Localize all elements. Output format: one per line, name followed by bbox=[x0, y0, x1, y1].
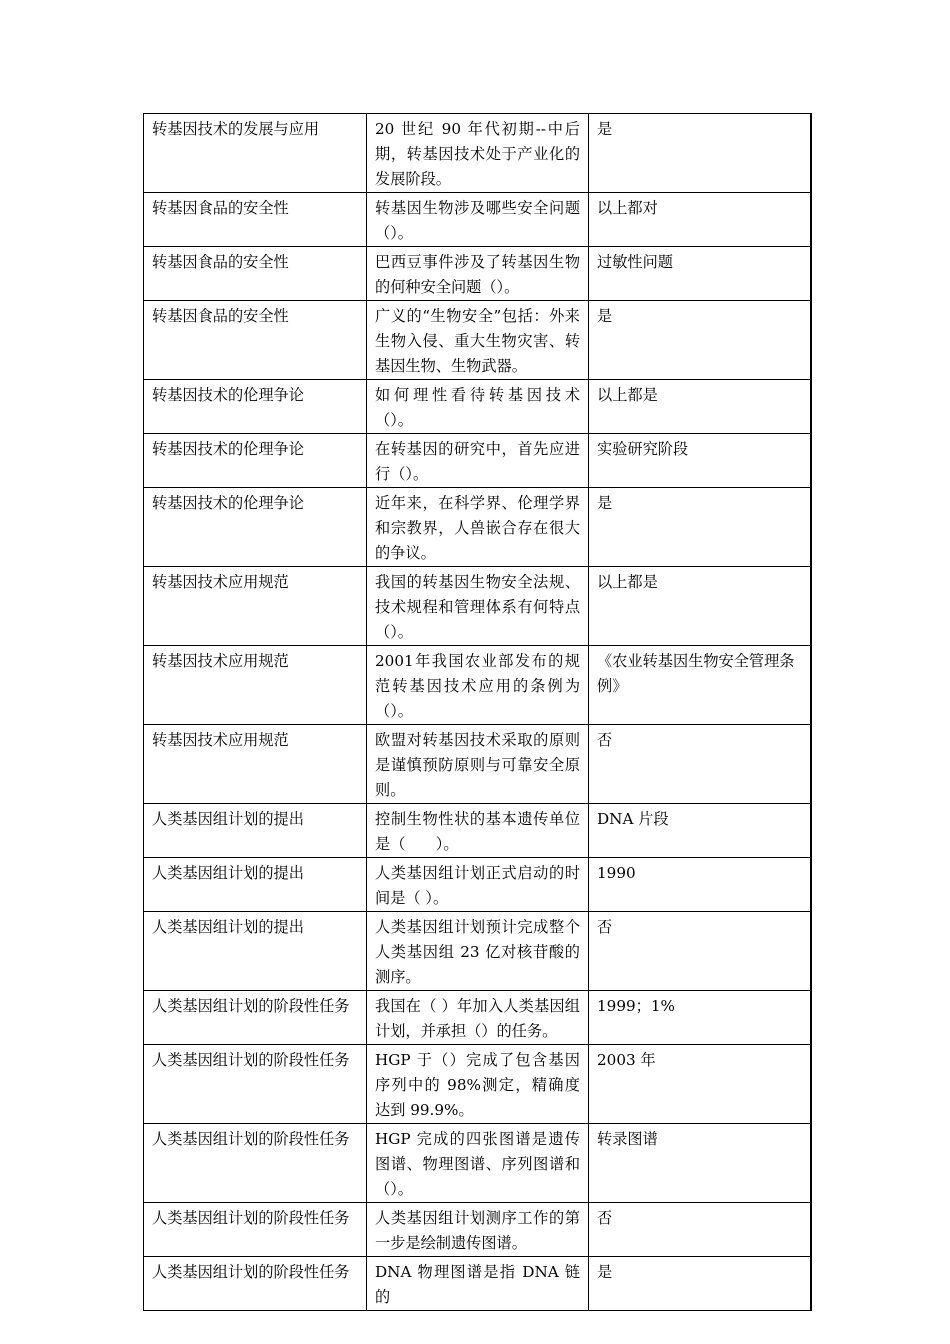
topic-cell: 转基因技术应用规范 bbox=[144, 646, 367, 725]
question-cell: 控制生物性状的基本遗传单位是（ ）。 bbox=[367, 804, 589, 858]
table-row bbox=[144, 725, 812, 804]
answer-cell: 以上都对 bbox=[589, 193, 812, 247]
table-row bbox=[144, 247, 812, 301]
qa-table-body bbox=[144, 114, 812, 1311]
topic-cell: 人类基因组计划的提出 bbox=[144, 858, 367, 912]
question-cell: 20 世纪 90 年代初期--中后期，转基因技术处于产业化的发展阶段。 bbox=[367, 114, 589, 193]
table-row bbox=[144, 991, 812, 1045]
answer-cell: DNA 片段 bbox=[589, 804, 812, 858]
topic-cell: 人类基因组计划的阶段性任务 bbox=[144, 1124, 367, 1203]
topic-cell: 转基因技术的伦理争论 bbox=[144, 488, 367, 567]
question-cell: 我国在（ ）年加入人类基因组计划，并承担（）的任务。 bbox=[367, 991, 589, 1045]
question-cell: 在转基因的研究中，首先应进行（）。 bbox=[367, 434, 589, 488]
qa-table bbox=[143, 113, 812, 1311]
topic-cell: 转基因食品的安全性 bbox=[144, 247, 367, 301]
question-cell: DNA 物理图谱是指 DNA 链的 bbox=[367, 1257, 589, 1311]
topic-cell: 人类基因组计划的阶段性任务 bbox=[144, 1203, 367, 1257]
question-cell: 2001年我国农业部发布的规范转基因技术应用的条例为（）。 bbox=[367, 646, 589, 725]
question-cell: HGP 完成的四张图谱是遗传图谱、物理图谱、序列图谱和（）。 bbox=[367, 1124, 589, 1203]
answer-cell: 1999；1% bbox=[589, 991, 812, 1045]
answer-cell: 以上都是 bbox=[589, 567, 812, 646]
table-row bbox=[144, 380, 812, 434]
table-row bbox=[144, 858, 812, 912]
table-row bbox=[144, 1045, 812, 1124]
answer-cell: 1990 bbox=[589, 858, 812, 912]
question-cell: HGP 于（）完成了包含基因序列中的 98%测定，精确度达到 99.9%。 bbox=[367, 1045, 589, 1124]
table-row bbox=[144, 567, 812, 646]
table-row bbox=[144, 912, 812, 991]
topic-cell: 转基因技术应用规范 bbox=[144, 725, 367, 804]
answer-cell: 过敏性问题 bbox=[589, 247, 812, 301]
answer-cell: 2003 年 bbox=[589, 1045, 812, 1124]
question-cell: 欧盟对转基因技术采取的原则是谨慎预防原则与可靠安全原则。 bbox=[367, 725, 589, 804]
table-row bbox=[144, 434, 812, 488]
topic-cell: 转基因食品的安全性 bbox=[144, 301, 367, 380]
table-row bbox=[144, 804, 812, 858]
question-cell: 转基因生物涉及哪些安全问题（）。 bbox=[367, 193, 589, 247]
table-row bbox=[144, 1124, 812, 1203]
answer-cell: 实验研究阶段 bbox=[589, 434, 812, 488]
table-row bbox=[144, 1257, 812, 1311]
answer-cell: 是 bbox=[589, 1257, 812, 1311]
question-cell: 巴西豆事件涉及了转基因生物的何种安全问题（）。 bbox=[367, 247, 589, 301]
answer-cell: 是 bbox=[589, 301, 812, 380]
question-cell: 如何理性看待转基因技术（）。 bbox=[367, 380, 589, 434]
topic-cell: 转基因食品的安全性 bbox=[144, 193, 367, 247]
answer-cell: 否 bbox=[589, 1203, 812, 1257]
topic-cell: 转基因技术应用规范 bbox=[144, 567, 367, 646]
answer-cell: 《农业转基因生物安全管理条例》 bbox=[589, 646, 812, 725]
topic-cell: 转基因技术的发展与应用 bbox=[144, 114, 367, 193]
topic-cell: 人类基因组计划的提出 bbox=[144, 804, 367, 858]
topic-cell: 人类基因组计划的阶段性任务 bbox=[144, 991, 367, 1045]
topic-cell: 人类基因组计划的提出 bbox=[144, 912, 367, 991]
table-row bbox=[144, 301, 812, 380]
topic-cell: 人类基因组计划的阶段性任务 bbox=[144, 1257, 367, 1311]
table-row bbox=[144, 1203, 812, 1257]
question-cell: 近年来，在科学界、伦理学界和宗教界，人兽嵌合存在很大的争议。 bbox=[367, 488, 589, 567]
answer-cell: 转录图谱 bbox=[589, 1124, 812, 1203]
answer-cell: 否 bbox=[589, 725, 812, 804]
topic-cell: 转基因技术的伦理争论 bbox=[144, 380, 367, 434]
question-cell: 人类基因组计划预计完成整个人类基因组 23 亿对核苷酸的测序。 bbox=[367, 912, 589, 991]
answer-cell: 否 bbox=[589, 912, 812, 991]
answer-cell: 以上都是 bbox=[589, 380, 812, 434]
question-cell: 人类基因组计划正式启动的时间是（ ）。 bbox=[367, 858, 589, 912]
table-row bbox=[144, 646, 812, 725]
question-cell: 我国的转基因生物安全法规、技术规程和管理体系有何特点（）。 bbox=[367, 567, 589, 646]
table-row bbox=[144, 488, 812, 567]
question-cell: 广义的“生物安全”包括：外来生物入侵、重大生物灾害、转基因生物、生物武器。 bbox=[367, 301, 589, 380]
answer-cell: 是 bbox=[589, 114, 812, 193]
table-row bbox=[144, 193, 812, 247]
question-cell: 人类基因组计划测序工作的第一步是绘制遗传图谱。 bbox=[367, 1203, 589, 1257]
topic-cell: 转基因技术的伦理争论 bbox=[144, 434, 367, 488]
answer-cell: 是 bbox=[589, 488, 812, 567]
table-row bbox=[144, 114, 812, 193]
topic-cell: 人类基因组计划的阶段性任务 bbox=[144, 1045, 367, 1124]
